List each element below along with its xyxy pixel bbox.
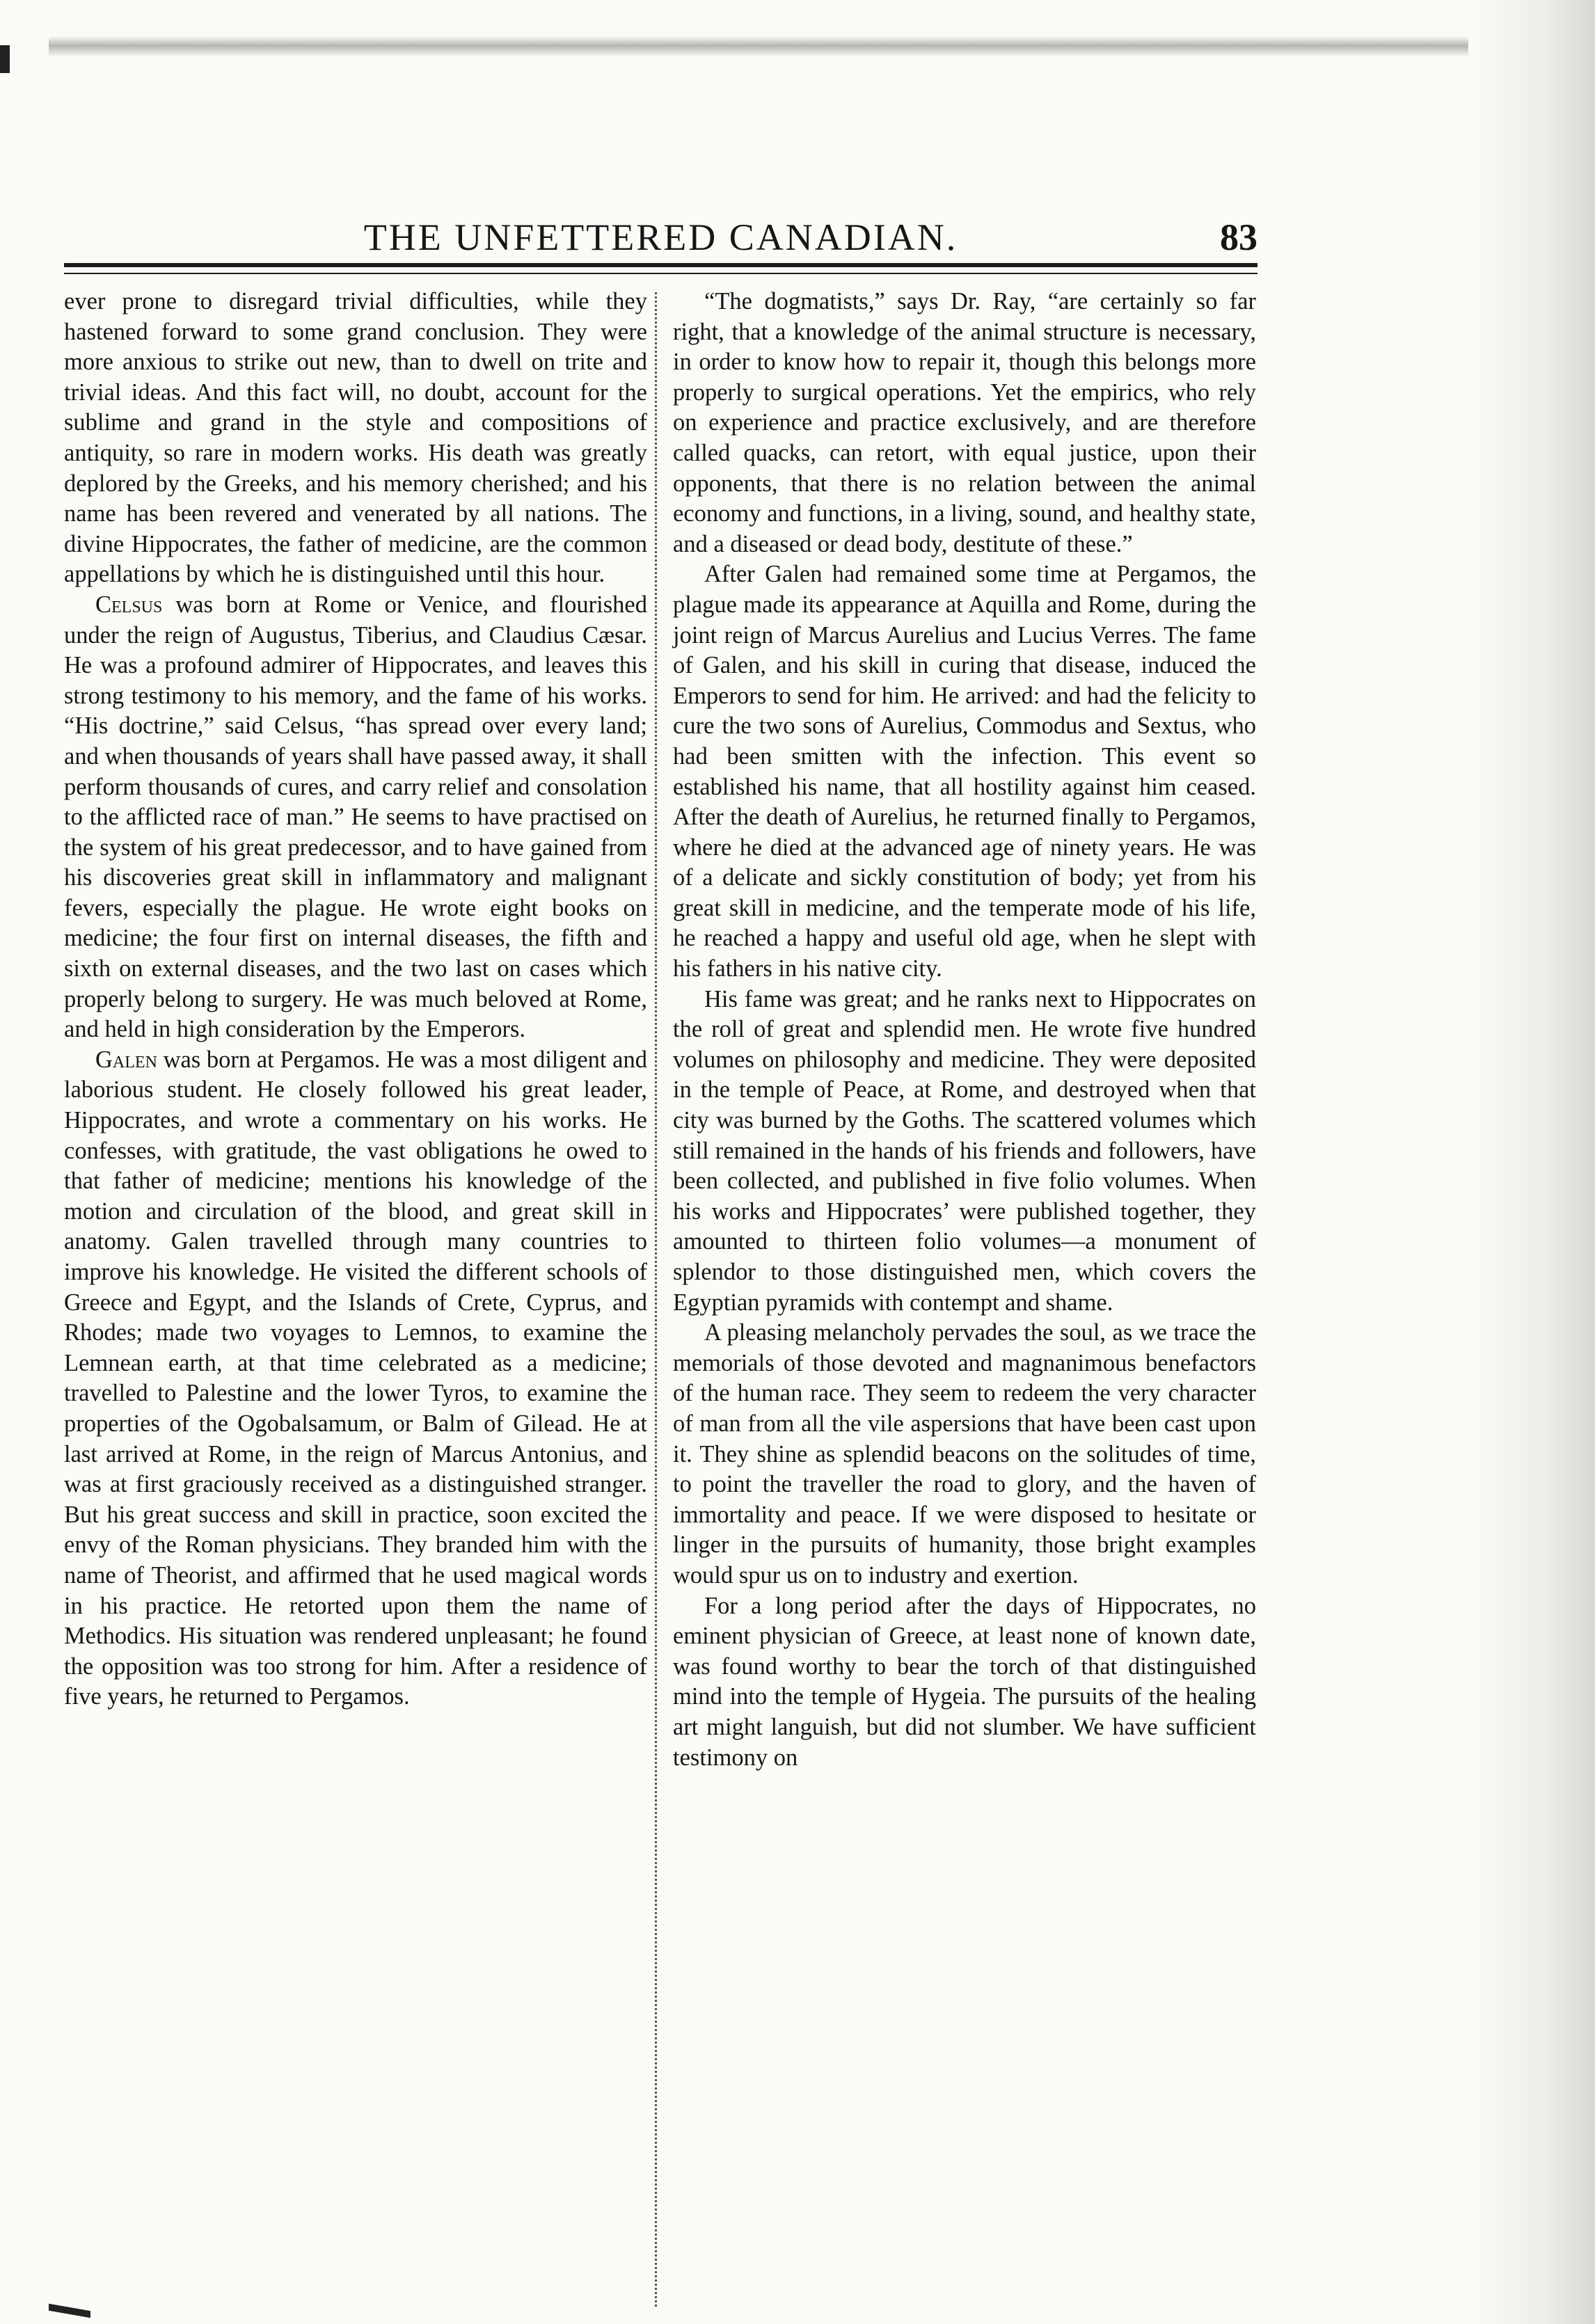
scan-shadow-top <box>49 36 1468 57</box>
paragraph: After Galen had remained some time at Pergamos, the plague made its appearance at Aquilla and Rome, during the joint reign of Marcus Aurelius and Lucius Verres. The fame of Galen, and his skill in curing that disease, induced the Emperors to send for him. He arrived: and had the felicity to cure the two sons of Aurelius, Commodus and Sextus, who had been smitten with the infection. This event so established his name, that all hostility against him ceased. After the death of Aurelius, he returned finally to Pergamos, where he died at the advanced age of ninety years. He was of a delicate and sickly constitution of body; yet from his great skill in medicine, and the temperate mode of his life, he reached a happy and useful old age, when he slept with his fathers in his native city. <box>673 561 1256 982</box>
header-rule-thin <box>64 273 1257 274</box>
paragraph-body: was born at Rome or Venice, and flourished under the reign of Augustus, Tiberius, and Claudius Cæsar. He was a profound admirer of Hippocrates, and leaves this strong testimony to his memory, and the fame of his works. “His doctrine,” said Celsus, “has spread over every land; and when thousands of years shall have passed away, it shall perform thousands of cures, and carry relief and consolation to the afflicted race of man.” He seems to have practised on the system of his great predecessor, and to have gained from his discoveries great skill in inflammatory and malignant fevers, especially the plague. He wrote eight books on medicine; the four first on internal diseases, the fifth and sixth on external diseases, and the two last on cases which properly belong to surgery. He was much beloved at Rome, and held in high consideration by the Emperors. <box>64 591 647 1043</box>
left-column <box>64 287 647 1712</box>
paragraph: His fame was great; and he ranks next to Hippocrates on the roll of great and splendid men. He wrote five hundred volumes on philosophy and medicine. They were deposited in the temple of Peace, at Rome, and destroyed when that city was burned by the Goths. The scattered volumes which still remained in the hands of his friends and followers, have been collected, and published in five folio volumes. When his works and Hippocrates’ were published together, they amounted to thirteen folio volumes—a monument of splendor to those distinguished men, which covers the Egyptian pyramids with contempt and shame. <box>673 985 1256 1316</box>
paragraph <box>64 1045 647 1712</box>
page-edge-shadow <box>1470 0 1595 2324</box>
binding-mark <box>0 45 10 73</box>
right-column <box>673 287 1256 1773</box>
page-header <box>64 209 1257 264</box>
paragraph-body: was born at Pergamos. He was a most diligent and laborious student. He closely followed his great leader, Hippocrates, and wrote a commentary on his works. He confesses, with gratitude, the vast obligations he owed to that father of medicine; mentions his knowledge of the motion and circulation of the blood, and great skill in anatomy. Galen travelled through many countries to improve his knowledge. He visited the different schools of Greece and Egypt, and the Islands of Crete, Cyprus, and Rhodes; made two voyages to Lemnos, to examine the Lemnean earth, at that time celebrated as a medicine; travelled to Palestine and the lower Tyros, to examine the properties of the Ogobalsamum, or Balm of Gilead. He at last arrived at Rome, in the reign of Marcus Antonius, and was at first graciously received as a distinguished stranger. But his great success and skill in practice, soon excited the envy of the Roman physicians. They branded him with the name of Theorist, and affirmed that he used magical words in his practice. He retorted upon them the name of Methodics. His situation was rendered unpleasant; he found the opposition was too strong for him. After a residence of five years, he returned to Pergamos. <box>64 1046 647 1710</box>
paragraph-lead: Galen <box>95 1046 157 1073</box>
paragraph: ever prone to disregard trivial difficulties, while they hastened forward to some grand conclusion. They were more anxious to strike out new, than to dwell on trite and trivial ideas. And this fact will, no doubt, account for the sublime and grand in the style and compositions of antiquity, so rare in modern works. His death was greatly deplored by the Greeks, and his memory cherished; and his name has been revered and venerated by all nations. The divine Hippocrates, the father of medicine, are the common appellations by which he is distinguished until this hour. <box>64 288 647 588</box>
paragraph: For a long period after the days of Hippocrates, no eminent physician of Greece, at least none of known date, was found worthy to bear the torch of that distinguished mind into the temple of Hygeia. The pursuits of the healing art might languish, but did not slumber. We have sufficient testimony on <box>673 1592 1256 1771</box>
paragraph: “The dogmatists,” says Dr. Ray, “are certainly so far right, that a knowledge of the animal structure is necessary, in order to know how to repair it, though this belongs more properly to surgical operations. Yet the empirics, who rely on experience and practice exclusively, and are therefore called quacks, can retort, with equal justice, upon their opponents, that there is no relation between the animal economy and functions, in a living, sound, and healthy state, and a diseased or dead body, destitute of these.” <box>673 288 1256 557</box>
paragraph: A pleasing melancholy pervades the soul, as we trace the memorials of those devoted and magnanimous benefactors of the human race. They seem to redeem the very character of man from all the vile aspersions that have been cast upon it. They shine as splendid beacons on the solitudes of time, to point the traveller the road to glory, and the haven of immortality and peace. If we were disposed to hesitate or linger in the pursuits of humanity, those bright examples would spur us on to industry and exertion. <box>673 1319 1256 1589</box>
running-title: THE UNFETTERED CANADIAN. <box>363 216 958 258</box>
page-number: 83 <box>1220 216 1257 258</box>
paragraph <box>64 590 647 1045</box>
binding-mark-bottom <box>49 2304 90 2318</box>
header-rule <box>64 263 1257 267</box>
paragraph-lead: Celsus <box>95 591 163 618</box>
column-divider <box>655 292 657 2307</box>
